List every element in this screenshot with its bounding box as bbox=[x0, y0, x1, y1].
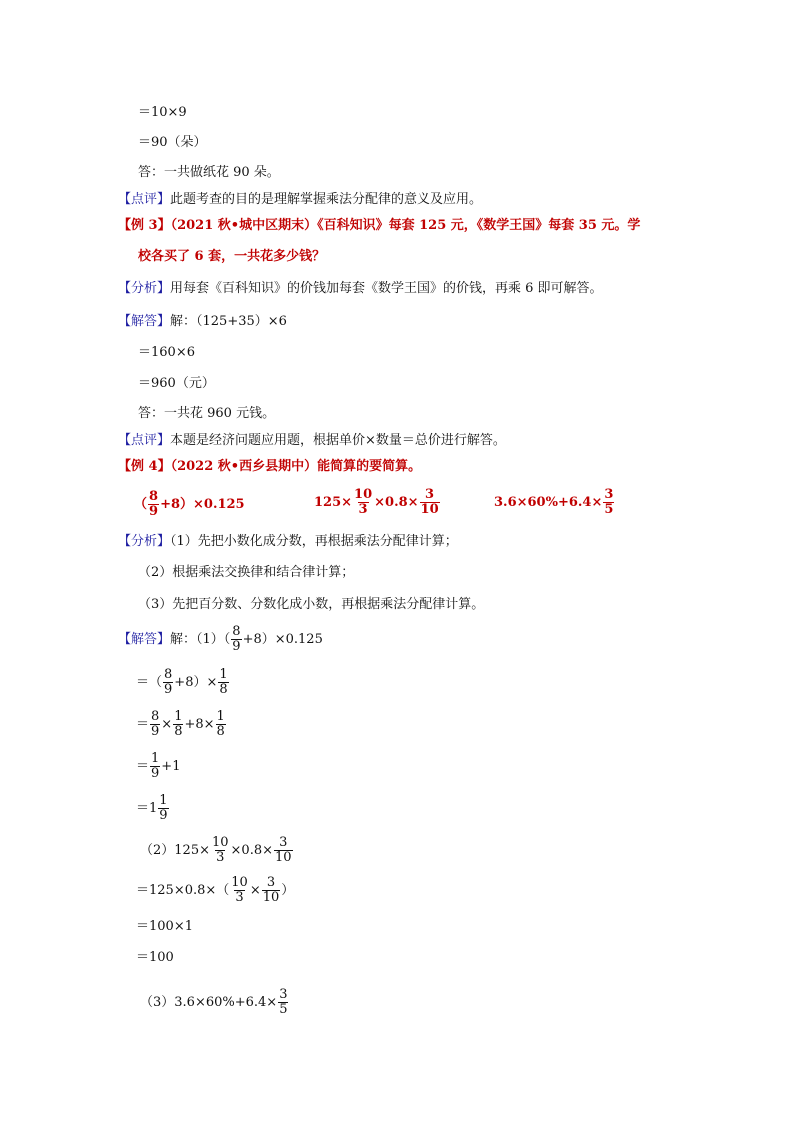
analysis-step: （3）先把百分数、分数化成小数，再根据乘法分配律计算。 bbox=[138, 597, 485, 612]
example-tag: 【例 4】 bbox=[118, 459, 171, 474]
fraction: $\frac{10}{3}$ bbox=[354, 487, 373, 517]
comment-line bbox=[118, 432, 506, 450]
calc-line: ＝ $\frac{8}{9}$ × $\frac{1}{8}$ +8× $\frac{1}{8}$ bbox=[136, 709, 225, 739]
fraction: $\frac{1}{8}$ bbox=[174, 709, 183, 739]
solution-line bbox=[118, 313, 287, 331]
problem-expression-3: 3.6×60%+6.4× $\frac{3}{5}$ bbox=[494, 487, 614, 517]
fraction: $\frac{3}{10}$ bbox=[262, 875, 280, 905]
section-tag: 【分析】 bbox=[118, 281, 171, 296]
calc-line: ＝125×0.8×（ $\frac{10}{3}$ × $\frac{3}{10}$ ） bbox=[136, 875, 295, 905]
example-heading bbox=[118, 458, 421, 476]
calc-line: ＝（ $\frac{8}{9}$ +8）× $\frac{1}{8}$ bbox=[136, 667, 228, 697]
comment-text: 此题考查的目的是理解掌握乘法分配律的意义及应用。 bbox=[170, 192, 483, 207]
fraction: $\frac{8}{9}$ bbox=[149, 489, 159, 519]
fraction: $\frac{10}{3}$ bbox=[211, 835, 229, 865]
calc-line: ＝960（元） bbox=[138, 376, 215, 391]
problem-expression-2: 125× $\frac{10}{3}$ ×0.8× $\frac{3}{10}$ bbox=[314, 487, 439, 517]
fraction: $\frac{3}{5}$ bbox=[279, 987, 288, 1017]
calc-line: ＝1 $\frac{1}{9}$ bbox=[136, 793, 168, 823]
section-tag: 【分析】 bbox=[118, 534, 171, 549]
example-text: （2021 秋•城中区期末）《百科知识》每套 125 元，《数学王国》每套 35 元。学 bbox=[170, 218, 641, 233]
section-tag: 【解答】 bbox=[118, 632, 171, 647]
analysis-line bbox=[118, 533, 458, 551]
problem-expression-1: （ $\frac{8}{9}$ +8）×0.125 bbox=[134, 489, 245, 519]
comment-text: 本题是经济问题应用题，根据单价×数量＝总价进行解答。 bbox=[170, 433, 506, 448]
answer-line: 答：一共花 960 元钱。 bbox=[138, 406, 276, 421]
section-tag: 【点评】 bbox=[118, 192, 171, 207]
analysis-text: 用每套《百科知识》的价钱加每套《数学王国》的价钱，再乘 6 即可解答。 bbox=[170, 281, 603, 296]
calc-line: ＝10×9 bbox=[138, 105, 187, 120]
fraction: $\frac{8}{9}$ bbox=[164, 667, 173, 697]
calc-line: ＝100×1 bbox=[136, 919, 193, 934]
analysis-step: （2）根据乘法交换律和结合律计算； bbox=[138, 565, 355, 580]
fraction: $\frac{1}{8}$ bbox=[219, 667, 228, 697]
section-tag: 【解答】 bbox=[118, 314, 171, 329]
fraction: $\frac{8}{9}$ bbox=[151, 709, 160, 739]
calc-line: ＝90（朵） bbox=[138, 135, 207, 150]
calc-line: ＝100 bbox=[136, 950, 174, 965]
answer-line: 答：一共做纸花 90 朵。 bbox=[138, 165, 280, 180]
fraction: $\frac{1}{8}$ bbox=[216, 709, 225, 739]
solution-line: 【解答】解：（1）（ $\frac{8}{9}$ +8）×0.125 bbox=[118, 624, 323, 654]
solution-text: 解：（125+35）×6 bbox=[170, 314, 287, 329]
fraction: $\frac{1}{9}$ bbox=[151, 751, 160, 781]
fraction: $\frac{1}{9}$ bbox=[159, 793, 168, 823]
fraction: $\frac{3}{5}$ bbox=[604, 487, 614, 517]
calc-line: ＝160×6 bbox=[138, 345, 195, 360]
comment-line bbox=[118, 191, 482, 209]
example-tag: 【例 3】 bbox=[118, 218, 171, 233]
fraction: $\frac{3}{10}$ bbox=[275, 835, 292, 865]
analysis-line bbox=[118, 280, 603, 298]
section-tag: 【点评】 bbox=[118, 433, 171, 448]
calc-line: ＝ $\frac{1}{9}$ +1 bbox=[136, 751, 181, 781]
fraction: $\frac{10}{3}$ bbox=[231, 875, 248, 905]
analysis-text: （1）先把小数化成分数，再根据乘法分配律计算； bbox=[170, 534, 458, 549]
example-text-continued: 校各买了 6 套，一共花多少钱？ bbox=[138, 249, 326, 264]
calc-line: （2）125× $\frac{10}{3}$ ×0.8× $\frac{3}{10}$ bbox=[140, 835, 292, 865]
fraction: $\frac{3}{10}$ bbox=[420, 487, 439, 517]
example-text: （2022 秋•西乡县期中）能简算的要简算。 bbox=[170, 459, 422, 474]
calc-line: （3）3.6×60%+6.4× $\frac{3}{5}$ bbox=[140, 987, 288, 1017]
fraction: $\frac{8}{9}$ bbox=[232, 624, 241, 654]
example-heading bbox=[118, 217, 640, 235]
